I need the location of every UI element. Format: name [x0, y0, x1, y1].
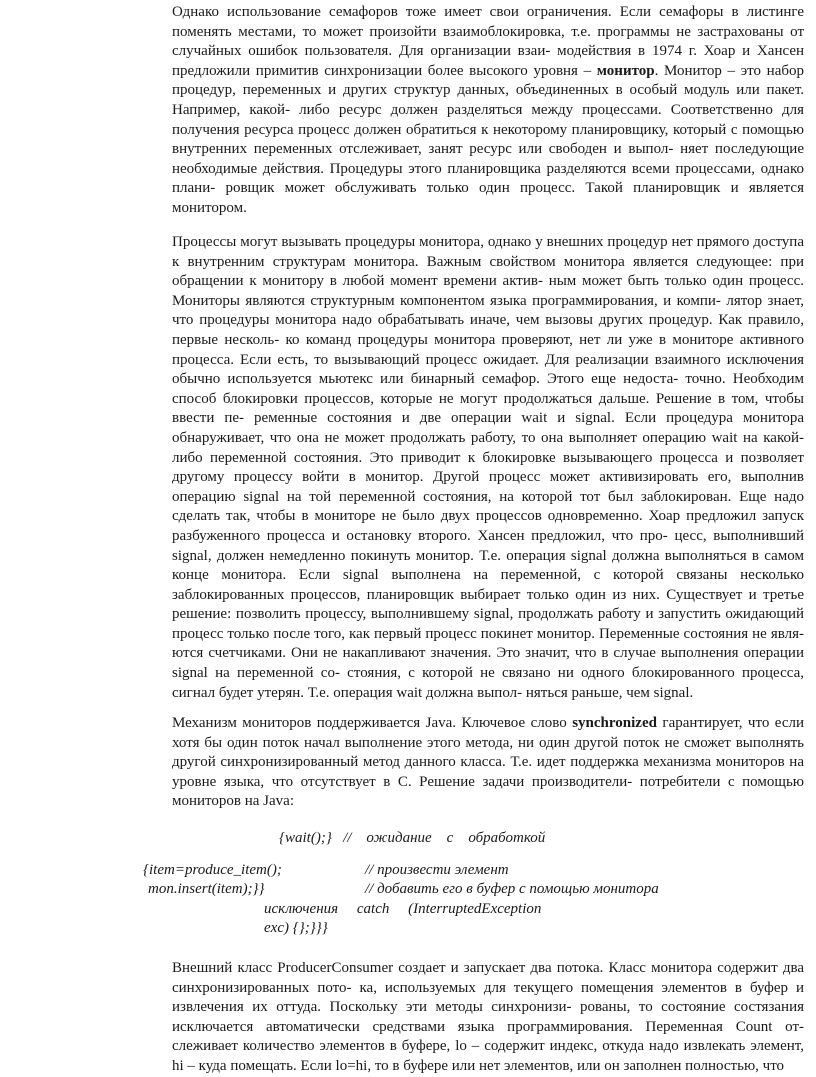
code-line-produce: {item=produce_item();: [143, 862, 282, 878]
code-line-wait: {wait();} // ожидание с обработкой: [279, 830, 546, 846]
paragraph-monitor-procedures: Процессы могут вызывать процедуры монитора, однако у внешних процедур нет прямого доступа к внутренним структурам монитора. Важным свойством монитора является следующее: при обращении к монитору в любой момент времени актив- ным может быть только один процесс. Мониторы являются структурным компонентом языка программирования, и компи- лятор знает, что процедуры монитора надо обрабатывать иначе, чем вызовы других процедур. Как правило, первые несколь- ко команд процедуры монитора проверяют, нет ли уже в мониторе активного процесса. Если есть, то вызывающий процесс ожидает. Для реализации взаимного исключения обычно используется мьютекс или бинарный семафор. Этого еще недоста- точно. Необходим способ блокировки процессов, которые не могут продолжаться дальше. Решение в том, чтобы ввести пе- ременные состояния и две операции wait и signal. Если процедура монитора обнаруживает, что она не может продолжать работу, то она выполняет операцию wait на какой-либо переменной состояния. Это приводит к блокировке вызывающего процесса и позволяет другому процессу войти в монитор. Другой процесс может активизировать его, выполнив операцию signal на той переменной состояния, на которой тот был заблокирован. Еще надо сделать так, чтобы в мониторе не было двух процессов одновременно. Хоар предложил запуск разбуженного процесса и остановку второго. Хансен предложил, что про- цесс, выполнивший signal, должен немедленно покинуть монитор. Т.е. операция signal должна выполняться в самом конце монитора. Если signal выполнена на переменной, с которой связаны несколько заблокированных процессов, планировщик выбирает только один из них. Существует и третье решение: позволить процессу, выполнившему signal, продолжать работу и запустить ожидающий процесс только после того, как первый процесс покинет монитор. Переменные состояния не явля- ются счетчиками. Они не накапливают значения. Это значит, что в случае выполнения операции signal на переменной со- стояния, с которой не связано ни одного блокированного процесса, сигнал будет утерян. Т.е. операция wait должна выпол- няться раньше, чем signal.: [172, 234, 804, 701]
code-line-insert: mon.insert(item);}}: [148, 881, 265, 897]
code-comment-insert: // добавить его в буфер с помощью монитора: [365, 881, 659, 897]
paragraph-monitor-intro: [172, 3, 804, 219]
bold-term-monitor: монитор: [596, 62, 655, 79]
bold-term-synchronized: synchronized: [572, 715, 657, 731]
paragraph-text: . Монитор – это набор процедур, переменных и других структур данных, объединенных в особый модуль или пакет. Например, какой- либо ресурс должен разделяться между процессами. Соответственно для получения ресурса процесс должен обратиться к некоторому планировщику, который с помощью внутренних переменных отслеживает, занят ресурс или свободен и выпол- няет последующие необходимые действия. Процедуры этого планировщика разделяются всеми процессами, однако плани- ровщик может обслуживать только один процесс. Такой планировщик и является монитором.: [172, 62, 804, 216]
paragraph-text: гарантирует, что если хотя бы один поток начал выполнение этого метода, ни один другой поток не сможет выполнять другой синхронизированный метод данного класса. Т.е. идет поддержка механизма мониторов на уровне языка, что отсутствует в С. Решение задачи производители- потребители с помощью мониторов на Java:: [172, 715, 804, 810]
code-line-catch: исключения catch (InterruptedException: [264, 901, 542, 917]
code-line-exc: exc) {};}}}: [264, 920, 328, 936]
paragraph-java-monitors: [172, 714, 804, 812]
paragraph-text: Однако использование семафоров тоже имеет свои ограничения. Если семафоры в листинге поменять местами, то может произойти взаимоблокировка, т.е. программы не застрахованы от случайных ошибок пользователя. Для организации взаи- модействия в 1974 г. Хоар и Хансен предложили примитив синхронизации более высокого уровня –: [172, 4, 804, 79]
code-comment-produce: // произвести элемент: [365, 862, 509, 878]
paragraph-text: Механизм мониторов поддерживается Java. Ключевое слово: [172, 715, 573, 731]
paragraph-producer-consumer: Внешний класс ProducerConsumer создает и запускает два потока. Класс монитора содержит два синхронизированных пото- ка, используемых для текущего помещения элементов в буфер и извлечения их оттуда. Поскольку эти методы синхронизи- рованы, то состояние состязания исключается автоматически средствами языка программирования. Переменная Count от- слеживает количество элементов в буфере, lo – содержит индекс, откуда надо извлекать элемент, hi – куда помещать. Если lo=hi, то в буфере или нет элементов, или он заполнен полностью, что: [172, 960, 804, 1074]
